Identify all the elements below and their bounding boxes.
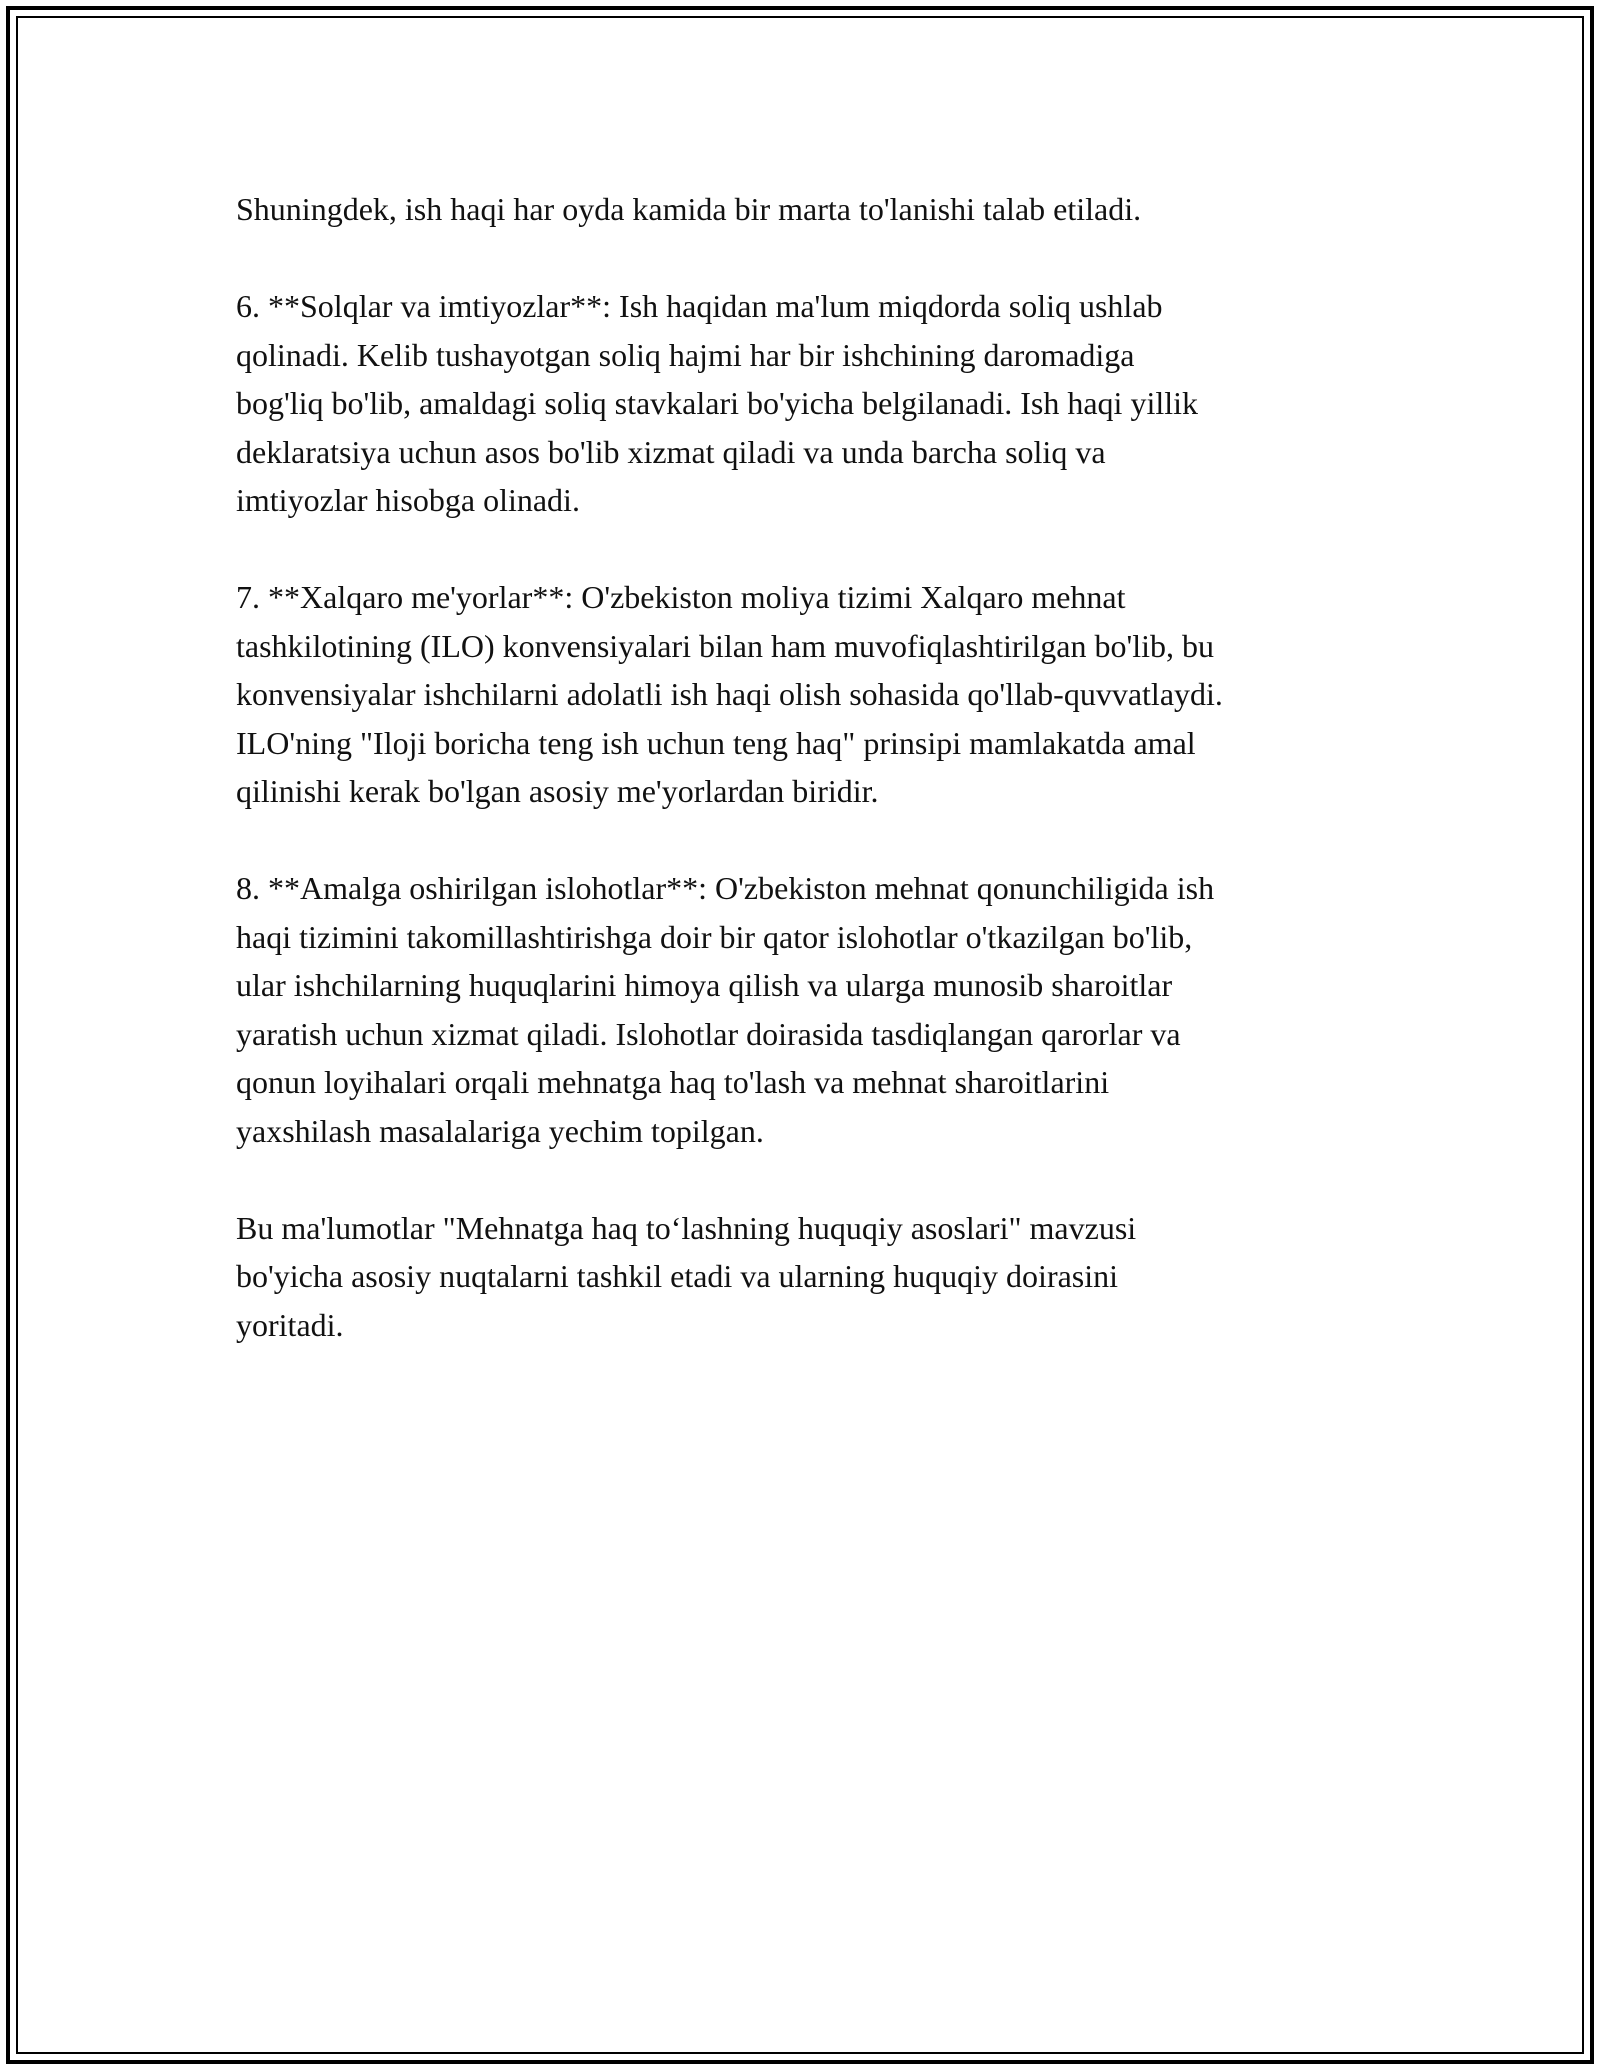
text-line: Bu ma'lumotlar "Mehnatga haq to‘lashning huquqiy asoslari" mavzusi xyxy=(236,1209,1137,1246)
text-line: qolinadi. Kelib tushayotgan soliq hajmi har bir ishchining daromadiga xyxy=(236,336,1135,373)
text-line: qonun loyihalari orqali mehnatga haq to'lash va mehnat sharoitlarini xyxy=(236,1064,1110,1100)
text-line: deklaratsiya uchun asos bo'lib xizmat qiladi va unda barcha soliq va xyxy=(236,433,1106,470)
paragraph-salary-frequency xyxy=(236,185,1386,234)
paragraph-conclusion xyxy=(236,1204,1386,1350)
text-line: Shuningdek, ish haqi har oyda kamida bir marta to'lanishi talab etiladi. xyxy=(236,191,1142,227)
text-line: tashkilotining (ILO) konvensiyalari bilan ham muvofiqlashtirilgan bo'lib, bu xyxy=(236,627,1215,664)
text-line: imtiyozlar hisobga olinadi. xyxy=(236,482,580,518)
text-line: ILO'ning "Iloji boricha teng ish uchun teng haq" prinsipi mamlakatda amal xyxy=(236,724,1196,761)
text-line: yaratish uchun xizmat qiladi. Islohotlar doirasida tasdiqlangan qarorlar va xyxy=(236,1015,1181,1052)
paragraph-taxes-benefits xyxy=(236,282,1386,525)
document-body xyxy=(236,185,1386,1398)
text-line: ular ishchilarning huquqlarini himoya qilish va ularga munosib sharoitlar xyxy=(236,967,1173,1003)
text-line: bo'yicha asosiy nuqtalarni tashkil etadi va ularning huquqiy doirasini xyxy=(236,1258,1119,1294)
text-line: konvensiyalar ishchilarni adolatli ish haqi olish sohasida qo'llab-quvvatlaydi. xyxy=(236,676,1223,712)
text-line: 6. **Solqlar va imtiyozlar**: Ish haqidan ma'lum miqdorda soliq ushlab xyxy=(236,288,1163,324)
paragraph-international-standards xyxy=(236,573,1386,816)
text-line: yoritadi. xyxy=(236,1306,344,1343)
text-line: haqi tizimini takomillashtirishga doir bir qator islohotlar o'tkazilgan bo'lib, xyxy=(236,918,1193,955)
text-line: yaxshilash masalalariga yechim topilgan. xyxy=(236,1112,764,1149)
text-line: bog'liq bo'lib, amaldagi soliq stavkalari bo'yicha belgilanadi. Ish haqi yillik xyxy=(236,385,1198,421)
text-line: 7. **Xalqaro me'yorlar**: O'zbekiston moliya tizimi Xalqaro mehnat xyxy=(236,579,1126,615)
paragraph-reforms xyxy=(236,864,1386,1155)
text-line: qilinishi kerak bo'lgan asosiy me'yorlardan biridir. xyxy=(236,773,879,809)
text-line: 8. **Amalga oshirilgan islohotlar**: O'zbekiston mehnat qonunchiligida ish xyxy=(236,870,1215,906)
